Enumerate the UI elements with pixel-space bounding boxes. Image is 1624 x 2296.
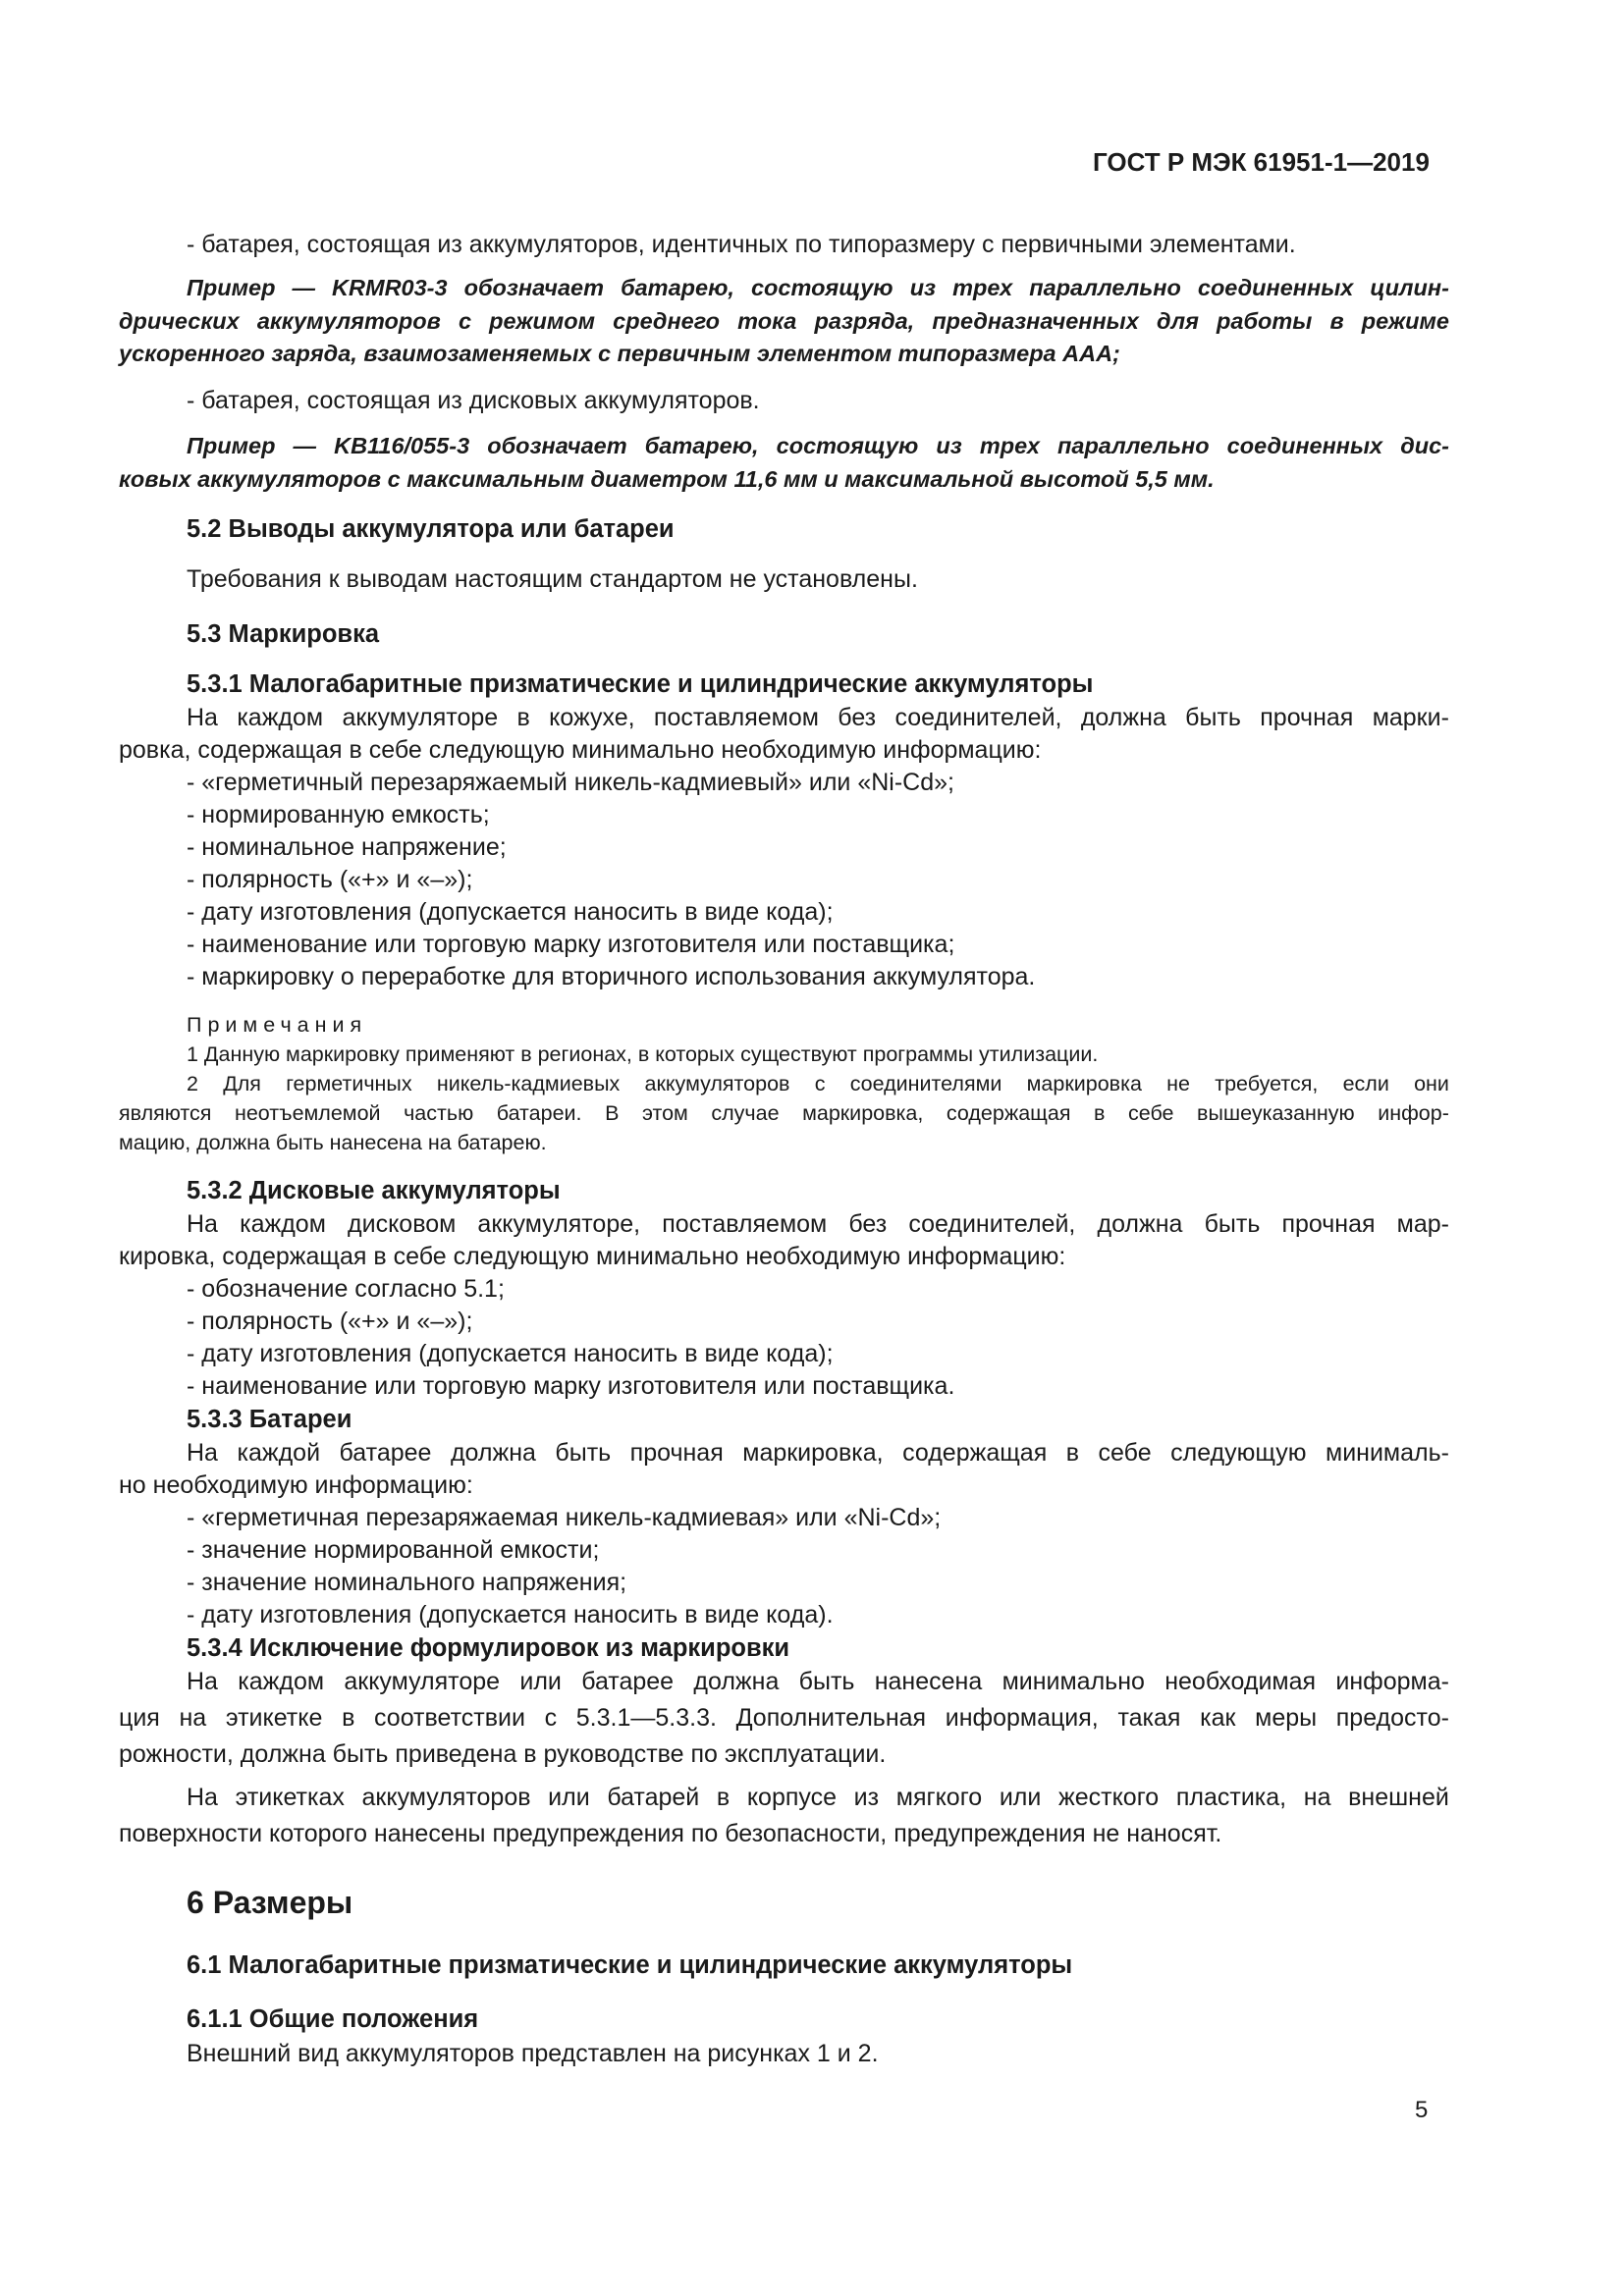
list-item: - батарея, состоящая из дисковых аккумуляторов. [187, 387, 760, 414]
note-line: мацию, должна быть нанесена на батарею. [119, 1131, 547, 1154]
section-heading-5-3-1: 5.3.1 Малогабаритные призматические и цилиндрические аккумуляторы [187, 670, 1094, 698]
word: информа- [1335, 1668, 1449, 1695]
section-heading-5-3-4: 5.3.4 Исключение формулировок из маркировки [187, 1634, 790, 1662]
word: маркировка, [802, 1101, 924, 1125]
word: обозначает [463, 275, 604, 300]
word: предосто- [1335, 1704, 1449, 1732]
word: в [516, 704, 530, 731]
word: или [548, 1784, 590, 1811]
word: такая [1117, 1704, 1181, 1732]
paragraph-line: кировка, содержащая в себе следующую минимально необходимую информацию: [119, 1243, 1066, 1270]
list-item: - значение нормированной емкости; [187, 1536, 600, 1564]
word: кожухе, [549, 704, 635, 731]
section-heading-5-2: 5.2 Выводы аккумулятора или батареи [187, 515, 675, 543]
word: дисковом [348, 1210, 457, 1238]
word: мар- [1396, 1210, 1449, 1238]
word: цилин- [1370, 275, 1449, 300]
word: в [1329, 308, 1344, 334]
word: себе [1098, 1439, 1152, 1467]
word: Дополнительная [735, 1704, 927, 1732]
word: быть [1185, 704, 1241, 731]
word: — [293, 433, 317, 458]
word: частью [404, 1101, 474, 1125]
document-id: ГОСТ Р МЭК 61951-1—2019 [1093, 147, 1430, 177]
paragraph-line [187, 704, 1449, 732]
example-line: ковых аккумуляторов с максимальным диаметром 11,6 мм и максимальной высотой 5,5 мм. [119, 466, 1215, 492]
word: ция [119, 1704, 160, 1732]
word: информация, [945, 1704, 1099, 1732]
list-item: - наименование или торговую марку изготовителя или поставщика. [187, 1372, 955, 1400]
word: не [1166, 1072, 1190, 1095]
word: этом [641, 1101, 688, 1125]
paragraph-line [187, 1210, 1449, 1239]
word: инфор- [1378, 1101, 1449, 1125]
list-item: - дату изготовления (допускается наносить в виде кода); [187, 1340, 834, 1367]
word: минимально [1001, 1668, 1145, 1695]
word: мягкого [895, 1784, 983, 1811]
list-item: - полярность («+» и «–»); [187, 866, 473, 893]
section-heading-6-1-1: 6.1.1 Общие положения [187, 2005, 479, 2033]
word: 2 [187, 1072, 198, 1095]
example-line [187, 433, 1449, 459]
word: требуется, [1215, 1072, 1319, 1095]
word: случае [711, 1101, 780, 1125]
word: на [179, 1704, 207, 1732]
list-item: - дату изготовления (допускается наносить в виде кода); [187, 898, 834, 926]
word: каждой [237, 1439, 321, 1467]
word: соединителями [849, 1072, 1002, 1095]
word: являются [119, 1101, 212, 1125]
word: соединителей, [894, 704, 1062, 731]
word: батарей [607, 1784, 700, 1811]
word: предназначенных [932, 308, 1139, 334]
paragraph-line: поверхности которого нанесены предупреждения по безопасности, предупреждения не наносят. [119, 1820, 1222, 1847]
word: они [1414, 1072, 1449, 1095]
note-line [119, 1101, 1449, 1126]
page-number: 5 [1415, 2097, 1429, 2123]
word: себе [1127, 1101, 1174, 1125]
word: корпусе [746, 1784, 838, 1811]
word: из [936, 433, 962, 458]
word: прочная [1260, 704, 1354, 731]
list-item: - маркировку о переработке для вторичного использования аккумулятора. [187, 963, 1036, 990]
list-item: - дату изготовления (допускается наносить в виде кода). [187, 1601, 834, 1629]
note-line [187, 1072, 1449, 1096]
example-line [119, 308, 1449, 335]
word: параллельно [1057, 433, 1210, 458]
word: в [716, 1784, 731, 1811]
word: параллельно [1029, 275, 1181, 300]
word: На [187, 704, 218, 731]
word: Пример [187, 433, 276, 458]
word: соединенных [1226, 433, 1383, 458]
word: состоящую [750, 275, 893, 300]
word: Для [223, 1072, 261, 1095]
word: маркировка [1026, 1072, 1142, 1095]
word: необходимая [1164, 1668, 1317, 1695]
section-heading-5-3-2: 5.3.2 Дисковые аккумуляторы [187, 1177, 561, 1204]
word: аккумуляторе, [477, 1210, 641, 1238]
word: KB116/055-3 [334, 433, 470, 458]
word: прочная [629, 1439, 724, 1467]
word: поставляемом [653, 704, 819, 731]
word: — [292, 275, 315, 300]
word: или [519, 1668, 562, 1695]
list-item: - полярность («+» и «–»); [187, 1308, 473, 1335]
word: батарее [339, 1439, 432, 1467]
paragraph-line: но необходимую информацию: [119, 1471, 473, 1499]
list-item: - значение номинального напряжения; [187, 1569, 627, 1596]
paragraph-line: ровка, содержащая в себе следующую минимально необходимую информацию: [119, 736, 1042, 764]
word: содержащая [946, 1101, 1071, 1125]
word: должна [1080, 704, 1166, 731]
paragraph: Требования к выводам настоящим стандартом не установлены. [187, 565, 918, 593]
word: нанесена [874, 1668, 983, 1695]
word: в [1094, 1101, 1106, 1125]
word: аккумуляторов [256, 308, 441, 334]
word: быть [798, 1668, 855, 1695]
word: аккумуляторов [644, 1072, 790, 1095]
word: режимом [489, 308, 596, 334]
word: из [909, 275, 937, 300]
notes-heading: Примечания [187, 1013, 368, 1037]
word: На [187, 1210, 218, 1238]
word: жесткого [1058, 1784, 1160, 1811]
word: батарее [581, 1668, 675, 1695]
word: дрических [119, 308, 240, 334]
paragraph-line [119, 1704, 1449, 1733]
word: если [1342, 1072, 1389, 1095]
word: следующую [1170, 1439, 1307, 1467]
section-heading-5-3-3: 5.3.3 Батареи [187, 1406, 352, 1433]
word: трех [952, 275, 1013, 300]
word: режиме [1361, 308, 1449, 334]
list-item: - наименование или торговую марку изготовителя или поставщика; [187, 931, 955, 958]
word: состоящую [776, 433, 919, 458]
word: для [1156, 308, 1199, 334]
word: без [838, 704, 877, 731]
example-line: ускоренного заряда, взаимозаменяемых с первичным элементом типоразмера AAA; [119, 341, 1120, 366]
note: 1 Данную маркировку применяют в регионах, в которых существуют программы утилизации. [187, 1042, 1099, 1066]
word: соединителей, [908, 1210, 1076, 1238]
list-item: - «герметичная перезаряжаемая никель-кадмиевая» или «Ni-Cd»; [187, 1504, 942, 1531]
word: из [853, 1784, 880, 1811]
list-item: - батарея, состоящая из аккумуляторов, идентичных по типоразмеру с первичными элементами. [187, 231, 1296, 258]
word: быть [555, 1439, 612, 1467]
word: соединенных [1197, 275, 1354, 300]
paragraph: Внешний вид аккумуляторов представлен на рисунках 1 и 2. [187, 2040, 879, 2067]
word: дис- [1400, 433, 1449, 458]
word: трех [979, 433, 1040, 458]
word: На [187, 1668, 218, 1695]
word: среднего [613, 308, 721, 334]
paragraph-line [187, 1784, 1449, 1812]
word: прочная [1281, 1210, 1376, 1238]
word: батареи. [496, 1101, 582, 1125]
list-item: - номинальное напряжение; [187, 833, 507, 861]
word: этикетках [235, 1784, 345, 1811]
word: пластика, [1175, 1784, 1287, 1811]
list-item: - обозначение согласно 5.1; [187, 1275, 505, 1303]
word: поставляемом [662, 1210, 828, 1238]
word: соответствии [374, 1704, 525, 1732]
word: или [999, 1784, 1042, 1811]
paragraph-line: рожности, должна быть приведена в руководстве по эксплуатации. [119, 1740, 887, 1768]
section-heading-6-1: 6.1 Малогабаритные призматические и цилиндрические аккумуляторы [187, 1951, 1073, 1979]
word: тока [737, 308, 797, 334]
word: KRMR03-3 [332, 275, 448, 300]
word: быть [1204, 1210, 1261, 1238]
list-item: - нормированную емкость; [187, 801, 490, 828]
word: с [544, 1704, 558, 1732]
word: никель-кадмиевых [436, 1072, 621, 1095]
word: как [1200, 1704, 1236, 1732]
word: батарею, [621, 275, 734, 300]
section-heading-5-3: 5.3 Маркировка [187, 620, 380, 648]
word: без [848, 1210, 888, 1238]
paragraph-line [187, 1668, 1449, 1696]
word: аккумуляторе [342, 704, 499, 731]
list-item: - «герметичный перезаряжаемый никель-кадмиевый» или «Ni-Cd»; [187, 769, 954, 796]
word: содержащая [902, 1439, 1048, 1467]
word: работы [1217, 308, 1313, 334]
word: 5.3.1—5.3.3. [575, 1704, 717, 1732]
word: обозначает [487, 433, 627, 458]
word: в [342, 1704, 355, 1732]
word: батарею, [644, 433, 759, 458]
word: марки- [1372, 704, 1449, 731]
word: вышеуказанную [1197, 1101, 1355, 1125]
word: В [605, 1101, 620, 1125]
example-line [187, 275, 1449, 301]
word: этикетке [225, 1704, 323, 1732]
chapter-heading-6: 6 Размеры [187, 1885, 353, 1920]
word: внешней [1348, 1784, 1449, 1811]
word: в [1065, 1439, 1080, 1467]
word: маркировка, [742, 1439, 884, 1467]
word: разряда, [814, 308, 915, 334]
word: с [814, 1072, 826, 1095]
word: герметичных [286, 1072, 412, 1095]
word: неотъемлемой [234, 1101, 381, 1125]
word: с [458, 308, 472, 334]
word: каждом [240, 1210, 326, 1238]
word: должна [693, 1668, 780, 1695]
word: каждом [238, 1668, 325, 1695]
word: На [187, 1439, 218, 1467]
word: На [187, 1784, 218, 1811]
word: должна [450, 1439, 536, 1467]
word: на [1303, 1784, 1331, 1811]
word: каждом [237, 704, 324, 731]
word: Пример [187, 275, 276, 300]
word: аккумуляторе [344, 1668, 501, 1695]
word: аккумуляторов [361, 1784, 531, 1811]
word: минималь- [1326, 1439, 1449, 1467]
word: должна [1097, 1210, 1183, 1238]
paragraph-line [187, 1439, 1449, 1468]
word: меры [1255, 1704, 1318, 1732]
